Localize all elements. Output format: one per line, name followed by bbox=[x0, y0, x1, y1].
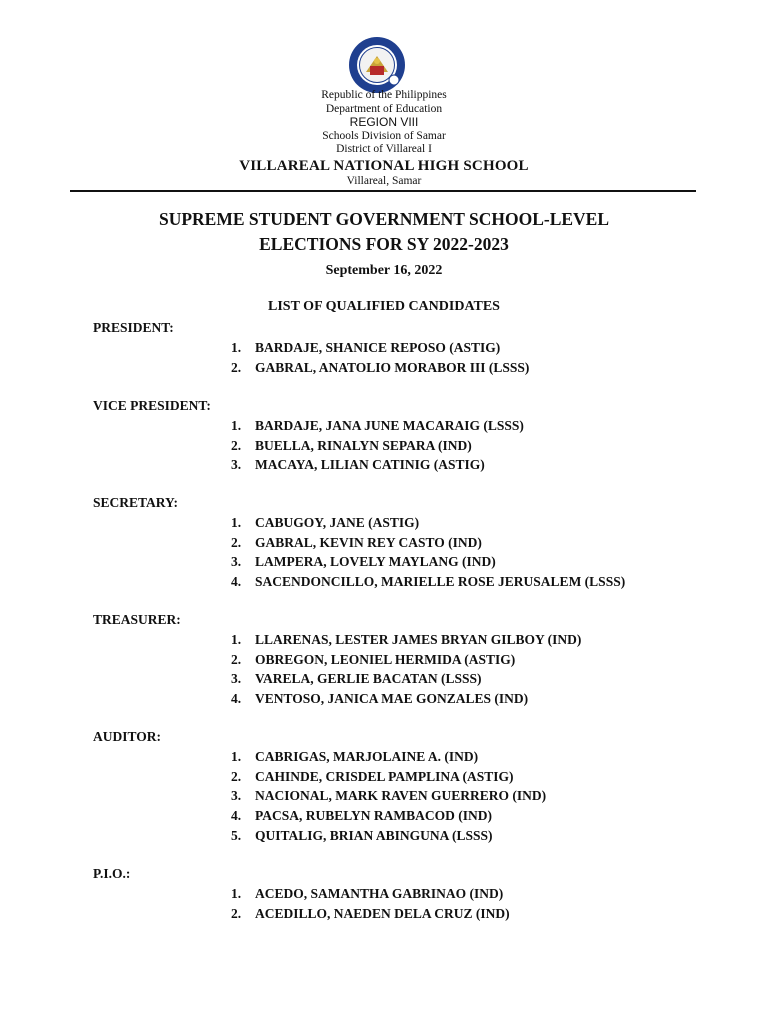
candidate-number: 2. bbox=[231, 359, 242, 375]
candidate-name: QUITALIG, BRIAN ABINGUNA (LSSS) bbox=[255, 827, 493, 843]
candidate-item bbox=[93, 767, 713, 787]
candidate-name: CAHINDE, CRISDEL PAMPLINA (ASTIG) bbox=[255, 768, 514, 784]
candidate-item bbox=[93, 669, 713, 689]
candidate-number: 2. bbox=[231, 768, 242, 784]
candidate-item bbox=[93, 416, 713, 436]
candidate-number: 1. bbox=[231, 340, 242, 355]
candidate-list bbox=[93, 884, 713, 923]
division-line: Schools Division of Samar bbox=[322, 129, 446, 142]
candidate-name: ACEDO, SAMANTHA GABRINAO (IND) bbox=[255, 886, 504, 901]
candidate-name: GABRAL, KEVIN REY CASTO (IND) bbox=[255, 534, 482, 550]
position-label: P.I.O.: bbox=[93, 866, 131, 881]
candidate-number: 3. bbox=[231, 671, 242, 687]
candidate-item bbox=[93, 455, 713, 475]
department-line: Department of Education bbox=[325, 102, 443, 115]
candidate-name: NACIONAL, MARK RAVEN GUERRERO (IND) bbox=[255, 788, 547, 804]
election-date: September 16, 2022 bbox=[325, 263, 443, 278]
candidate-item bbox=[93, 358, 713, 378]
candidate-item bbox=[93, 904, 713, 924]
district-line: District of Villareal I bbox=[336, 143, 432, 156]
candidate-item bbox=[93, 884, 713, 904]
candidate-name: VENTOSO, JANICA MAE GONZALES (IND) bbox=[255, 691, 529, 707]
candidate-number: 5. bbox=[231, 827, 242, 843]
header-divider bbox=[70, 190, 696, 192]
candidate-name: VARELA, GERLIE BACATAN (LSSS) bbox=[255, 671, 482, 687]
school-name: VILLAREAL NATIONAL HIGH SCHOOL bbox=[239, 157, 529, 174]
candidate-item bbox=[93, 786, 713, 806]
title-line-2: ELECTIONS FOR SY 2022-2023 bbox=[259, 234, 509, 254]
candidate-name: ACEDILLO, NAEDEN DELA CRUZ (IND) bbox=[255, 905, 510, 921]
candidate-name: BARDAJE, SHANICE REPOSO (ASTIG) bbox=[255, 340, 501, 355]
candidate-number: 3. bbox=[231, 788, 242, 804]
section-treasurer bbox=[93, 610, 713, 709]
candidate-name: CABUGOY, JANE (ASTIG) bbox=[255, 515, 420, 530]
school-location: Villareal, Samar bbox=[346, 174, 422, 187]
title-line-1: SUPREME STUDENT GOVERNMENT SCHOOL-LEVEL bbox=[158, 209, 610, 229]
candidate-list bbox=[93, 416, 713, 475]
candidate-name: CABRIGAS, MARJOLAINE A. (IND) bbox=[255, 749, 479, 764]
candidate-item bbox=[93, 513, 713, 533]
candidate-item bbox=[93, 436, 713, 456]
candidate-name: SACENDONCILLO, MARIELLE ROSE JERUSALEM (LSSS) bbox=[255, 574, 626, 590]
candidate-item bbox=[93, 572, 713, 592]
candidate-number: 3. bbox=[231, 457, 242, 473]
candidate-number: 4. bbox=[231, 808, 242, 824]
candidate-item bbox=[93, 689, 713, 709]
candidate-name: PACSA, RUBELYN RAMBACOD (IND) bbox=[255, 808, 493, 824]
candidate-number: 3. bbox=[231, 554, 242, 570]
section-president bbox=[93, 318, 713, 377]
candidate-list bbox=[93, 338, 713, 377]
list-title: LIST OF QUALIFIED CANDIDATES bbox=[268, 299, 500, 314]
candidate-number: 4. bbox=[231, 691, 242, 707]
candidate-item bbox=[93, 552, 713, 572]
candidate-number: 4. bbox=[231, 574, 242, 590]
candidate-list bbox=[93, 747, 713, 845]
position-label: SECRETARY: bbox=[93, 495, 179, 510]
document-title bbox=[0, 207, 768, 279]
candidate-name: BARDAJE, JANA JUNE MACARAIG (LSSS) bbox=[255, 418, 524, 433]
candidate-list bbox=[93, 513, 713, 592]
candidate-number: 2. bbox=[231, 437, 242, 453]
candidate-number: 2. bbox=[231, 651, 242, 667]
candidate-item bbox=[93, 650, 713, 670]
section-secretary bbox=[93, 493, 713, 592]
candidate-item bbox=[93, 806, 713, 826]
candidate-item bbox=[93, 630, 713, 650]
candidate-name: OBREGON, LEONIEL HERMIDA (ASTIG) bbox=[255, 651, 516, 667]
section-pio bbox=[93, 864, 713, 923]
candidate-item bbox=[93, 747, 713, 767]
region-line: REGION VIII bbox=[349, 115, 419, 130]
candidate-list bbox=[93, 630, 713, 709]
deped-seal-icon bbox=[348, 36, 406, 94]
candidate-name: MACAYA, LILIAN CATINIG (ASTIG) bbox=[255, 457, 485, 473]
position-label: VICE PRESIDENT: bbox=[93, 398, 211, 413]
candidate-number: 2. bbox=[231, 534, 242, 550]
section-auditor bbox=[93, 727, 713, 845]
candidate-number: 1. bbox=[231, 515, 242, 530]
candidate-name: GABRAL, ANATOLIO MORABOR III (LSSS) bbox=[255, 359, 530, 375]
candidate-name: BUELLA, RINALYN SEPARA (IND) bbox=[255, 437, 472, 453]
section-vice-president bbox=[93, 396, 713, 475]
position-label: AUDITOR: bbox=[93, 729, 162, 744]
candidate-number: 1. bbox=[231, 749, 242, 764]
candidate-number: 1. bbox=[231, 886, 242, 901]
candidate-name: LAMPERA, LOVELY MAYLANG (IND) bbox=[255, 554, 496, 570]
candidate-item bbox=[93, 338, 713, 358]
republic-line: Republic of the Philippines bbox=[321, 89, 447, 101]
candidate-number: 1. bbox=[231, 632, 242, 647]
letterhead bbox=[0, 89, 768, 189]
candidate-number: 1. bbox=[231, 418, 242, 433]
candidate-name: LLARENAS, LESTER JAMES BRYAN GILBOY (IND) bbox=[255, 632, 582, 647]
position-label: TREASURER: bbox=[93, 612, 181, 627]
candidate-item bbox=[93, 826, 713, 846]
candidate-item bbox=[93, 533, 713, 553]
candidate-number: 2. bbox=[231, 905, 242, 921]
position-label: PRESIDENT: bbox=[93, 320, 174, 335]
